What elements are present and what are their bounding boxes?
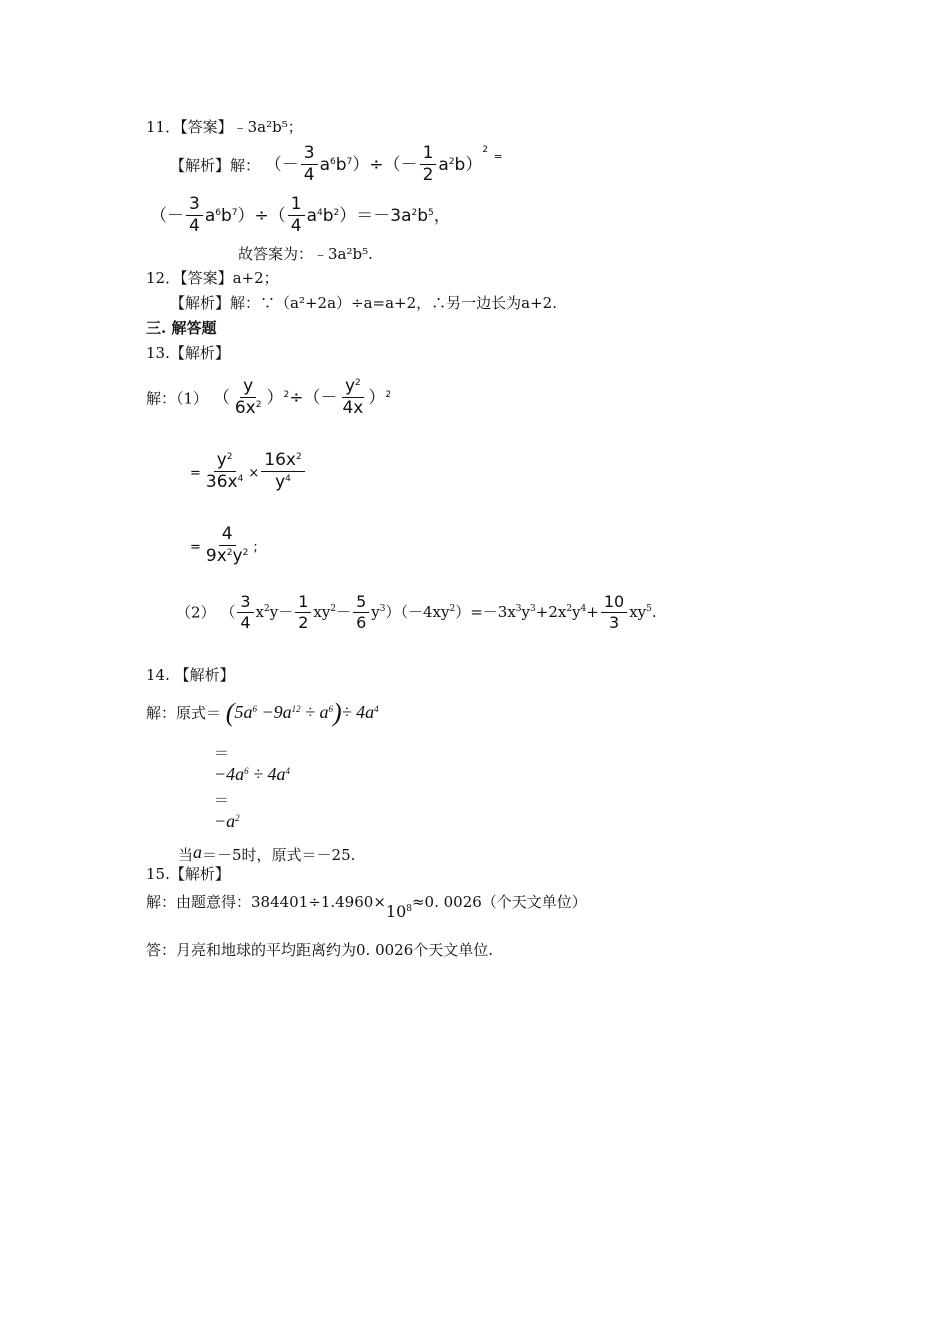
q14-prefix: 解：原式＝: [146, 704, 222, 722]
q15-line1-post: ≈0. 0026（个天文单位）: [411, 893, 587, 911]
q12-answer: a+2；: [232, 269, 279, 287]
q13-label: 13.【解析】: [146, 344, 230, 362]
q15-line1: [146, 893, 587, 921]
q12-label: 12．【答案】: [146, 269, 233, 287]
q14-line1: [146, 700, 379, 726]
q14-step-3: $-a^2$: [214, 811, 240, 831]
q13-step-2: = $\frac{y^2}{36x^4}$ × $\frac{16x^2}{y^4}$: [190, 452, 307, 492]
q13-step-3: = $\frac{4}{9x^2y^2}$ ;: [190, 524, 258, 566]
q12-answer-line: [146, 271, 279, 286]
q13-prefix: 解：（1）: [146, 389, 209, 408]
q12-analysis: 【解析】解：∵（a²+2a）÷a=a+2，∴另一边长为a+2.: [170, 294, 557, 312]
section-title: 三. 解答题: [146, 319, 217, 337]
q14-expression-1: $(5a^6 -9a^{12} \div a^6)\div 4a^4$: [225, 698, 379, 727]
q13-expression-1: （ $\frac{y}{6x^2}$ ）$^2$÷（－ $\frac{y^2}{4x}$ ）$^2$: [212, 376, 392, 418]
q11-conclusion: 故答案为：﹣3a²b⁵.: [238, 245, 373, 263]
q13-part1-line: [146, 378, 391, 418]
q13-expression-2: （ $\frac{3}{4}$ $x^2y-$ $\frac{1}{2}$ $xy^2-$ $\frac{5}{6}$ $y^3)(-4xy^2)=-3x^3y^3+2x^2y^4+$ $\frac{10}{3}$ $xy^5$.: [220, 592, 657, 632]
q13-part2-line: [176, 594, 657, 632]
q14-eq-sign-2: ＝: [214, 744, 230, 762]
q15-answer: 答：月亮和地球的平均距离约为0. 0026个天文单位.: [146, 941, 494, 959]
q11-label: 11．【答案】: [146, 118, 233, 136]
q11-analysis-prefix: 【解析】解：: [170, 156, 261, 175]
q14-eq-sign-3: ＝: [214, 791, 230, 809]
q14-conclusion: [178, 843, 355, 863]
q14-step-2: $-4a^6 \div 4a^4$: [214, 764, 291, 784]
q15-label: 15.【解析】: [146, 865, 230, 883]
q11-expression-2: （－ $\frac{3}{4}$ $a^6b^7)\div$（ $\frac{1}{4}$ $a^4b^2)=-3a^2b^5$，: [150, 194, 451, 236]
q14-conclusion-post: ＝－5时，原式＝－25.: [202, 846, 356, 864]
q15-power: $10^8$: [385, 902, 412, 921]
q15-line1-pre: 解：由题意得：384401÷1.4960×: [146, 893, 386, 911]
q14-label: 14. 【解析】: [146, 666, 235, 684]
q11-answer-line: [146, 120, 303, 135]
q11-analysis-line1: [170, 145, 503, 185]
q11-expression-1: （－ $\frac{3}{4}$ $a^6b^7)\div(-$ $\frac{1}{2}$ $a^2b)^2$ =: [264, 143, 503, 185]
q11-answer: ﹣3a²b⁵；: [232, 118, 303, 136]
q13-part2-label: （2）: [176, 603, 216, 622]
q14-conclusion-var: a: [193, 842, 203, 862]
q14-conclusion-pre: 当: [178, 846, 194, 864]
